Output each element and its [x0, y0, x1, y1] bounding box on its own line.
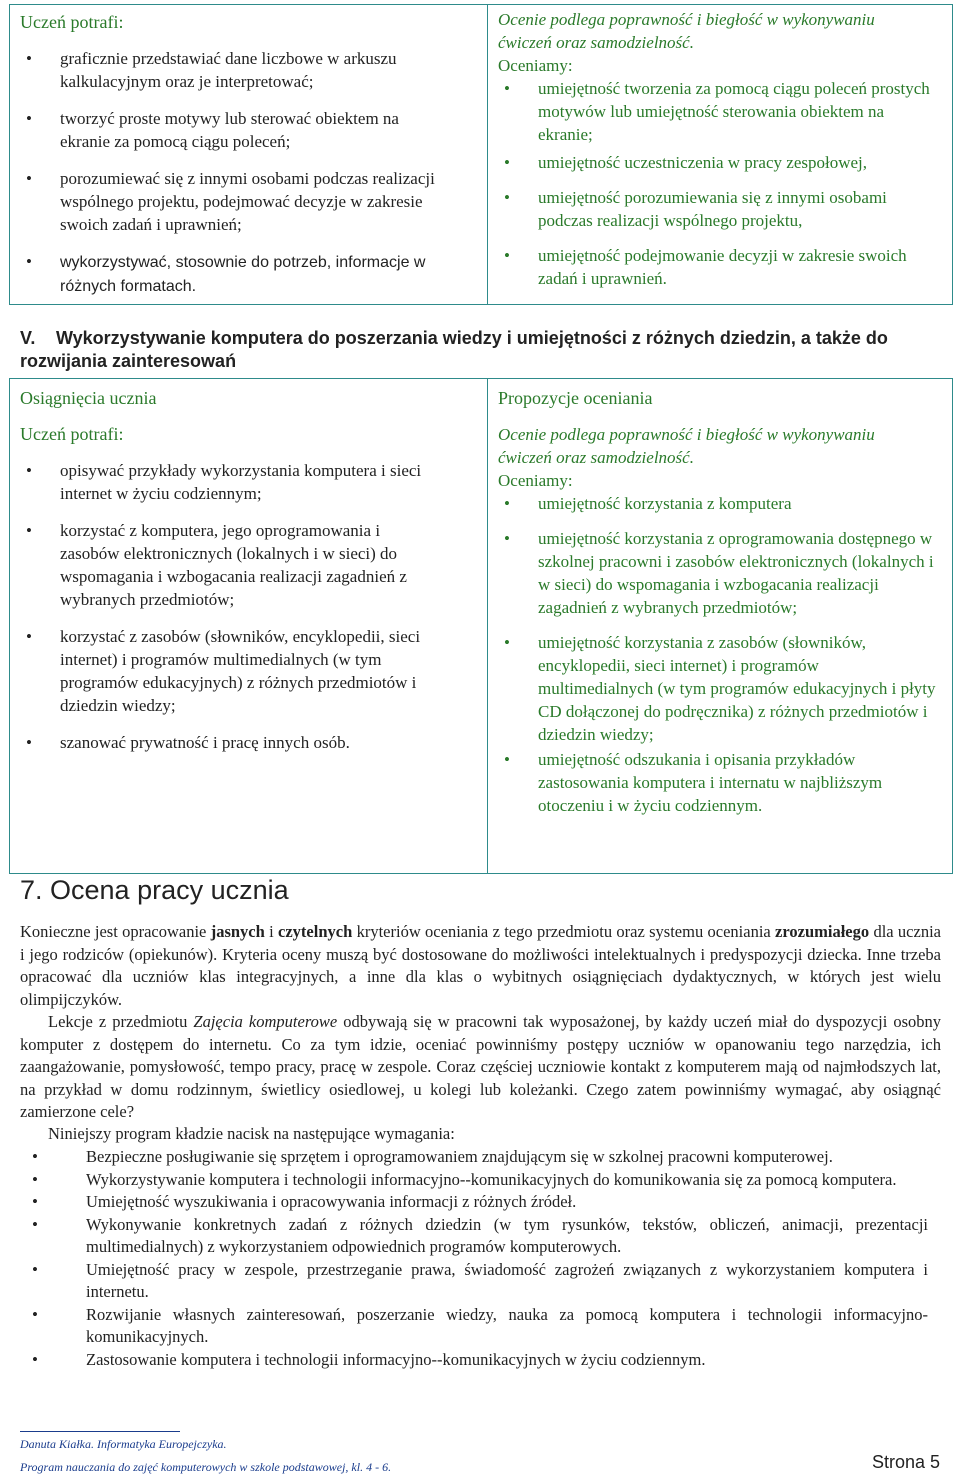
- list-item: • umiejętność porozumiewania się z innymi osobami podczas realizacji wspólnego projektu,: [498, 186, 938, 232]
- list-item: • Zastosowanie komputera i technologii informacyjno--komunikacyjnych w życiu codziennym.: [26, 1349, 928, 1372]
- bottom-right-cell: [488, 379, 952, 817]
- section-7-paragraph-1: Konieczne jest opracowanie jasnych i czytelnych kryteriów oceniania z tego przedmiotu oraz systemu oceniania zrozumiałego dla ucznia i jego rodziców (opiekunów). Kryteria oceny muszą być dostosowane do możliwości intelektualnych i predyspozycji dziecka. Inne trzeba opracować dla uczniów klas integracyjnych, a inne dla klas o wybitnych osiągnięciach dydaktycznych, w których jest wielu olimpijczyków.: [20, 922, 941, 1009]
- list-item: • porozumiewać się z innymi osobami podczas realizacji wspólnego projektu, podejmować decyzje w zakresie swoich zadań i uprawnień;: [20, 167, 440, 236]
- bottom-left-list: [20, 459, 440, 754]
- list-item: • Wykorzystywanie komputera i technologii informacyjno--komunikacyjnych do komunikowania się za pomocą komputera.: [26, 1169, 928, 1192]
- top-right-lead: Oceniamy:: [498, 56, 573, 75]
- list-item: • umiejętność korzystania z komputera: [498, 492, 938, 515]
- section-v-title: Wykorzystywanie komputera do poszerzania wiedzy i umiejętności z różnych dziedzin, a także do rozwijania zainteresowań: [20, 328, 888, 371]
- list-item: • opisywać przykłady wykorzystania komputera i sieci internet w życiu codziennym;: [20, 459, 440, 505]
- list-item: • korzystać z zasobów (słowników, encyklopedii, sieci internet) i programów multimedialnych (w tym programów edukacyjnych) z różnych przedmiotów i dziedzin wiedzy;: [20, 625, 440, 717]
- list-item: • Umiejętność pracy w zespole, przestrzeganie prawa, świadomość zagrożeń związanych z wykorzystaniem komputera i internetu.: [26, 1259, 928, 1304]
- list-item: • umiejętność podejmowanie decyzji w zakresie swoich zadań i uprawnień.: [498, 244, 938, 290]
- bottom-left-cell: [10, 379, 487, 754]
- section-7-paragraph-2: Lekcje z przedmiotu Zajęcia komputerowe odbywają się w pracowni tak wyposażonej, by każdy uczeń miał do dyspozycji osobny komputer z dostępem do internetu. Co za tym idzie, oceniać powinniśmy postępy uczniów w opanowaniu tego narzędzia, ich zaangażowanie, pomysłowość, tempo pracy, pracę w zespole. Coraz częściej uczniowie kontakt z komputerem mają od najmłodszych lat, na przykład w domu rodzinnym, świetlicy osiedlowej, u kolegi lub koleżanki. Czego zatem powinniśmy wymagać, aby osiągnąć zamierzone cele?: [20, 1012, 941, 1121]
- footer-author: Danuta Kiałka. Informatyka Europejczyka.: [20, 1437, 227, 1451]
- footer-program: Program nauczania do zajęć komputerowych w szkole podstawowej, kl. 4 - 6.: [20, 1460, 392, 1474]
- bottom-right-lead: Oceniamy:: [498, 471, 573, 490]
- list-item: • graficznie przedstawiać dane liczbowe w arkuszu kalkulacyjnym oraz je interpretować;: [20, 47, 440, 93]
- list-item: • umiejętność korzystania z oprogramowania dostępnego w szkolnej pracowni i zasobów elektronicznych (lokalnych i w sieci) do wspomagania i wzbogacania realizacji zagadnień z wybranych przedmiotów;: [498, 527, 938, 619]
- section-v-number: V.: [20, 328, 36, 348]
- bottom-left-col-title: Osiągnięcia ucznia: [20, 388, 157, 408]
- list-item: • Wykonywanie konkretnych zadań z różnych dziedzin (w tym rysunków, tekstów, obliczeń, animacji, prezentacji multimedialnych) z wykorzystaniem odpowiednich programów komputerowych.: [26, 1214, 928, 1259]
- top-left-cell: [10, 5, 487, 298]
- list-item: • wykorzystywać, stosownie do potrzeb, informacje w różnych formatach.: [20, 250, 440, 298]
- bottom-right-list: [498, 492, 938, 817]
- bottom-left-heading: Uczeń potrafi:: [20, 424, 124, 444]
- list-item: • Bezpieczne posługiwanie się sprzętem i oprogramowaniem znajdującym się w szkolnej pracowni komputerowej.: [26, 1146, 928, 1169]
- list-item: • umiejętność korzystania z zasobów (słowników, encyklopedii, sieci internet) i programów multimedialnych (w tym programów edukacyjnych i płyty CD dołączonej do podręcznika) z różnych przedmiotów i dziedzin wiedzy;: [498, 631, 938, 746]
- footer-rule: [20, 1431, 180, 1432]
- list-item: • umiejętność uczestniczenia w pracy zespołowej,: [498, 151, 938, 174]
- section-v-heading: [20, 327, 940, 373]
- section-7-paragraph-3: Niniejszy program kładzie nacisk na następujące wymagania:: [48, 1124, 455, 1143]
- section-7-list: [26, 1146, 928, 1371]
- page-number: Strona 5: [871, 1452, 940, 1472]
- list-item: • Umiejętność wyszukiwania i opracowywania informacji z różnych źródeł.: [26, 1191, 928, 1214]
- top-right-list: [498, 77, 938, 290]
- list-item: • umiejętność odszukania i opisania przykładów zastosowania komputera i internatu w najbliższym otoczeniu i w życiu codziennym.: [498, 748, 938, 817]
- list-item: • szanować prywatność i pracę innych osób.: [20, 731, 440, 754]
- list-item: • tworzyć proste motywy lub sterować obiektem na ekranie za pomocą ciągu poleceń;: [20, 107, 440, 153]
- list-item: • umiejętność tworzenia za pomocą ciągu poleceń prostych motywów lub umiejętność sterowania obiektem na ekranie;: [498, 77, 938, 146]
- section-7-title: 7. Ocena pracy ucznia: [20, 875, 289, 905]
- top-right-intro: Ocenie podlega poprawność i biegłość w wykonywaniu ćwiczeń oraz samodzielność.: [498, 10, 875, 52]
- bottom-right-col-title: Propozycje oceniania: [498, 388, 653, 408]
- list-item: • korzystać z komputera, jego oprogramowania i zasobów elektronicznych (lokalnych i w sieci) do wspomagania i wzbogacania realizacji zagadnień z wybranych przedmiotów;: [20, 519, 440, 611]
- bottom-table: [9, 378, 953, 874]
- list-item: • Rozwijanie własnych zainteresowań, poszerzanie wiedzy, nauka za pomocą komputera i technologii informacyjno-komunikacyjnych.: [26, 1304, 928, 1349]
- bottom-right-intro: Ocenie podlega poprawność i biegłość w wykonywaniu ćwiczeń oraz samodzielność.: [498, 425, 875, 467]
- top-left-list: [20, 47, 440, 298]
- top-left-heading: Uczeń potrafi:: [20, 12, 124, 32]
- top-table: [9, 4, 953, 305]
- top-right-cell: [488, 5, 952, 290]
